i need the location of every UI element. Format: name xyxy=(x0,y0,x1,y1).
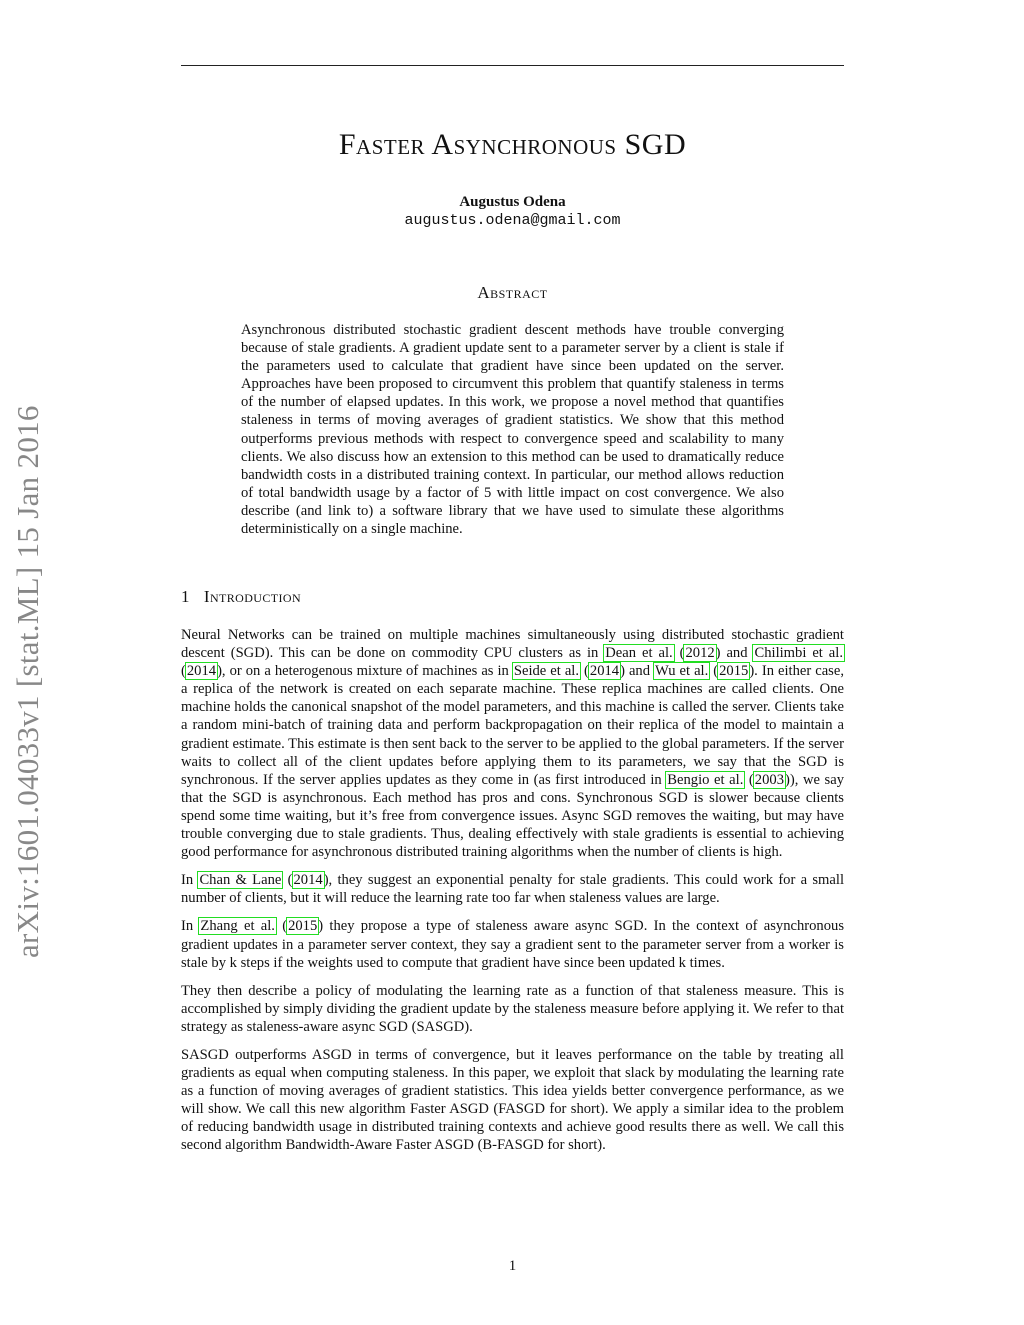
citation-link[interactable]: Zhang et al. xyxy=(200,918,275,935)
intro-paragraph-4: They then describe a policy of modulating the learning rate as a function of that staleness measure. This is accomplished by simply dividing the gradient update by the staleness measure before applying it. We refer to that strategy as staleness-aware async SGD (SASGD). xyxy=(181,982,844,1035)
top-rule xyxy=(181,65,844,66)
citation-link[interactable]: Seide et al. xyxy=(513,663,580,680)
text-run: ( xyxy=(744,771,754,788)
text-run: In xyxy=(181,918,200,935)
citation-year-link[interactable]: 2014 xyxy=(186,663,217,680)
text-run: ( xyxy=(580,663,589,680)
citation-link[interactable]: Bengio et al. xyxy=(667,771,744,788)
section-number: 1 xyxy=(181,587,190,606)
citation-link[interactable]: Chilimbi et al. xyxy=(754,645,843,662)
text-run: ) and xyxy=(715,645,754,662)
text-run: ( xyxy=(282,872,293,889)
section-heading-introduction xyxy=(181,587,301,607)
intro-paragraph-5: SASGD outperforms ASGD in terms of convergence, but it leaves performance on the table by treating all gradients as equal when computing staleness. In this paper, we exploit that slack by modulating the learning rate as a function of moving averages of gradient statistics. This idea yields better convergence performance, as we will show. We call this new algorithm Faster ASGD (FASGD for short). We apply a similar idea to the problem of reducing bandwidth usage in distributed training contexts and achieve good results there as well. We call this second algorithm Bandwidth-Aware Faster ASGD (B-FASGD for short). xyxy=(181,1046,844,1154)
text-run: ). In either case, a replica of the network is created on each separate machine. These replica machines are called clients. One machine holds the canonical snapshot of the model parameters, and this machine is called the server. Clients take a random mini-batch of training data and perform backpropagation on their replica of the model to maintain a gradient estimate. This estimate is then sent back to the server to be applied to the global parameters. If the server waits to collect all of the client updates before applying them to its parameters, we say that the SGD is synchronous. If the server applies updates as they come in (as first introduced in xyxy=(181,663,844,788)
intro-paragraph-3 xyxy=(181,917,844,971)
text-run: Neural Networks can be trained on multiple machines simultaneously using distributed stochastic gradient descent (SGD). This can be done on commodity CPU clusters as in xyxy=(181,627,844,662)
paper-title: Faster Asynchronous SGD xyxy=(338,128,687,161)
citation-year-link[interactable]: 2003 xyxy=(754,771,784,788)
text-run: ) and xyxy=(620,663,655,680)
section-title: Introduction xyxy=(203,587,302,606)
text-run: ( xyxy=(181,663,186,680)
abstract-text: Asynchronous distributed stochastic gradient descent methods have trouble converging because of stale gradients. A gradient update sent to a parameter server by a client is stale if the parameters used to calculate that gradient have since been updated on the server. Approaches have been proposed to circumvent this problem that quantify staleness in terms of the number of elapsed updates. In this work, we propose a novel method that quantifies staleness in terms of moving averages of gradient statistics. We show that this method outperforms previous methods with respect to convergence speed and scalability to many clients. We also discuss how an extension to this method can be used to dramatically reduce bandwidth costs in a distributed training context. In particular, our method allows reduction of total bandwidth usage by a factor of 5 with little impact on cost convergence. We also describe (and link to) a software library that we have used to simulate these algorithms deterministically on a single machine. xyxy=(241,322,784,538)
citation-link[interactable]: Dean et al. xyxy=(605,645,673,662)
text-run: ), they suggest an exponential penalty for stale gradients. This could work for a small number of clients, but it will reduce the learning rate too far when staleness values are large. xyxy=(181,872,844,907)
author-email[interactable]: augustus.odena@gmail.com xyxy=(404,212,621,229)
text-run: ( xyxy=(709,663,719,680)
text-run: )), we say that the SGD is asynchronous. Each method has pros and cons. Synchronous SGD is slower because clients spend some time waiting, but it’s free from convergence issues. Async SGD removes the waiting, but may have trouble converging due to stale gradients. Thus, dealing effectively with stale gradients is essential to achieving good performance for asynchronous distributed training algorithms when the number of clients is high. xyxy=(181,771,844,861)
citation-year-link[interactable]: 2015 xyxy=(719,663,749,680)
text-run: ( xyxy=(275,918,288,935)
arxiv-stamp: arXiv:1601.04033v1 [stat.ML] 15 Jan 2016 xyxy=(10,405,45,958)
text-run: ), or on a heterogenous mixture of machines as in xyxy=(217,663,513,680)
citation-year-link[interactable]: 2014 xyxy=(589,663,620,680)
author-name: Augustus Odena xyxy=(459,194,566,210)
intro-paragraph-2 xyxy=(181,871,844,907)
citation-year-link[interactable]: 2014 xyxy=(293,872,323,889)
text-run: ) they propose a type of staleness aware async SGD. In the context of asynchronous gradient updates in a parameter server context, they say a gradient sent to the parameter server from a worker is stale by k steps if the weights used to compute that gradient have since been updated k times. xyxy=(181,918,844,971)
citation-link[interactable]: Chan & Lane xyxy=(199,872,282,889)
text-run: ( xyxy=(673,645,685,662)
citation-year-link[interactable]: 2012 xyxy=(685,645,715,662)
citation-link[interactable]: Wu et al. xyxy=(655,663,709,680)
text-run: In xyxy=(181,872,199,889)
citation-year-link[interactable]: 2015 xyxy=(288,918,318,935)
page-number: 1 xyxy=(508,1258,517,1274)
intro-paragraph-1 xyxy=(181,626,844,861)
introduction-body xyxy=(181,626,844,1165)
abstract-heading: Abstract xyxy=(477,283,548,302)
